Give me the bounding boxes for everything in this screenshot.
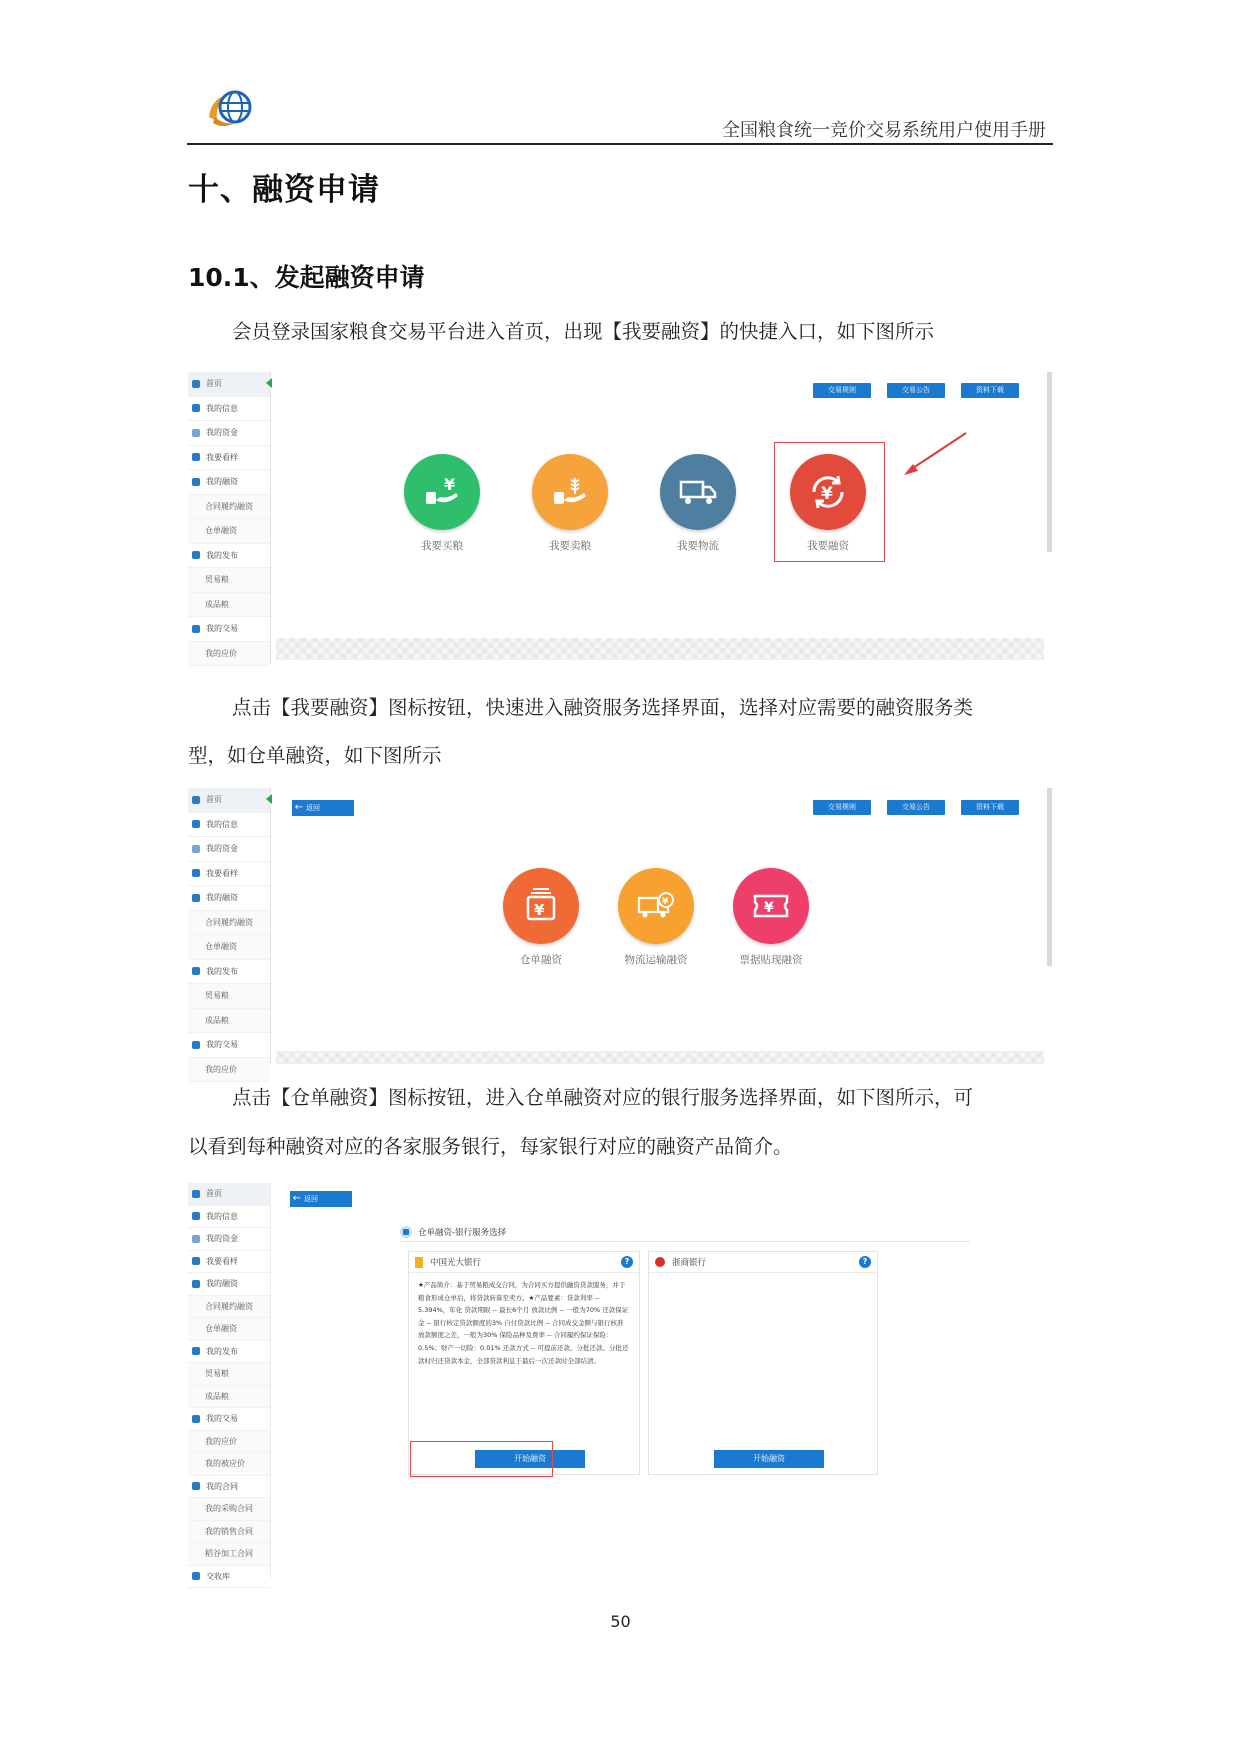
svg-text:¥: ¥ <box>662 897 669 907</box>
everbright-bank-logo-icon <box>415 1257 423 1268</box>
back-button[interactable]: ← 返回 <box>292 800 354 816</box>
highlight-finance-tile <box>774 442 885 562</box>
tile-bill-discount[interactable] <box>721 868 821 967</box>
download-button[interactable]: 资料下载 <box>961 383 1019 398</box>
sidebar-item-my-bid[interactable]: 我的应价 <box>188 1058 270 1083</box>
sidebar-menu <box>188 1183 271 1581</box>
sidebar-item-sales-contract[interactable]: 我的销售合同 <box>188 1521 270 1544</box>
bank-card-title <box>409 1252 639 1273</box>
sidebar-item-trade-grain[interactable]: 贸易粮 <box>188 984 270 1009</box>
svg-text:¥: ¥ <box>821 484 833 504</box>
sidebar-item-my-release[interactable]: 我的发布 <box>188 1341 270 1364</box>
sidebar-item-my-finance[interactable]: 我的融资 <box>188 1273 270 1296</box>
sidebar-item-finished-grain[interactable]: 成品粮 <box>188 593 270 618</box>
tile-label: 我要融资 <box>807 540 849 552</box>
sidebar-item-trade-grain[interactable]: 贸易粮 <box>188 568 270 593</box>
czbank-logo-icon <box>655 1257 665 1267</box>
sidebar-item-my-finance[interactable]: 我的融资 <box>188 886 270 911</box>
sidebar-item-watch[interactable]: 我要看样 <box>188 446 270 471</box>
sidebar-menu <box>188 372 271 664</box>
active-indicator <box>266 794 272 804</box>
paragraph-3-line-1: 点击【仓单融资】图标按钮，进入仓单融资对应的银行服务选择界面，如下图所示，可 <box>232 1086 974 1109</box>
buy-grain-icon <box>404 454 480 530</box>
warehouse-receipt-icon <box>503 868 579 944</box>
tile-transport-finance[interactable] <box>606 868 706 967</box>
sidebar-item-watch[interactable]: 我要看样 <box>188 862 270 887</box>
section-heading: 十、融资申请 <box>188 172 380 208</box>
sidebar-item-warehouse-finance[interactable]: 仓单融资 <box>188 935 270 960</box>
scrollbar[interactable] <box>1047 788 1052 966</box>
sidebar-item-trade-grain[interactable]: 贸易粮 <box>188 1363 270 1386</box>
download-button[interactable]: 资料下载 <box>961 800 1019 815</box>
active-indicator <box>266 378 272 388</box>
sidebar-item-delivery-warehouse[interactable]: 交收库 <box>188 1566 270 1589</box>
tile-label: 票据贴现融资 <box>739 954 803 966</box>
screenshot-finance-types <box>188 788 1052 1074</box>
arrow-left-icon: ← <box>292 1193 302 1204</box>
sidebar-item-my-release[interactable]: 我的发布 <box>188 544 270 569</box>
paragraph-3-line-2: 以看到每种融资对应的各家服务银行，每家银行对应的融资产品简介。 <box>188 1135 793 1158</box>
logistics-truck-icon <box>660 454 736 530</box>
screenshot-home-shortcuts <box>188 372 1052 664</box>
tile-label: 我要物流 <box>677 540 719 552</box>
sidebar-item-my-contract[interactable]: 我的合同 <box>188 1476 270 1499</box>
sidebar-item-my-info[interactable]: 我的信息 <box>188 813 270 838</box>
subsection-heading: 10.1、发起融资申请 <box>188 263 425 292</box>
paragraph-2-line-2: 型，如仓单融资，如下图所示 <box>188 744 442 767</box>
transport-finance-icon <box>618 868 694 944</box>
sidebar-item-purchase-contract[interactable]: 我的采购合同 <box>188 1498 270 1521</box>
sidebar-item-contract-finance[interactable]: 合同履约融资 <box>188 495 270 520</box>
decorative-pattern <box>276 1051 1044 1064</box>
sidebar-item-my-funds[interactable]: 我的资金 <box>188 421 270 446</box>
help-icon[interactable]: ? <box>621 1256 633 1268</box>
bank-card-title <box>649 1252 877 1273</box>
bank-name: 中国光大银行 <box>430 1258 482 1268</box>
start-finance-button[interactable]: 开始融资 <box>475 1450 585 1468</box>
tile-label: 物流运输融资 <box>624 954 688 966</box>
tile-label: 我要买粮 <box>421 540 463 552</box>
trade-rules-button[interactable]: 交易规则 <box>813 800 871 815</box>
sidebar-menu <box>188 788 271 1074</box>
sidebar-item-my-finance[interactable]: 我的融资 <box>188 470 270 495</box>
tile-buy-grain[interactable] <box>392 454 492 553</box>
svg-text:¥: ¥ <box>764 900 774 916</box>
sidebar-item-my-release[interactable]: 我的发布 <box>188 960 270 985</box>
sidebar-item-my-trade[interactable]: 我的交易 <box>188 617 270 642</box>
red-arrow-icon <box>900 430 970 480</box>
document-title: 全国粮食统一竞价交易系统用户使用手册 <box>722 120 1046 141</box>
decorative-pattern <box>276 638 1044 660</box>
trade-rules-button[interactable]: 交易规则 <box>813 383 871 398</box>
bank-product-description: ★产品简介：基于贸易粮成交合同，为合同买方提供融资贷款服务，并于粮食形成仓单后，将贷款转算至卖方。★产品要素：贷款利率 -- 5.394%，年化 贷款期限 -- 最长6个月 放款比例 -- 一般为70% 还款保证金 -- 银行核定贷款额度的3% 自付贷款比例 -- 合同成交金额与银行核准放款额度之差，一般为30% 保险品种及费率 -- 合同履约保证保险：0.5%；财产一切险：0.01% 还款方式 -- 可提前还款、分批还款。分批还款时归还贷款本金，全部贷款利息于最后一次还款时全部结清。 <box>418 1281 629 1365</box>
sidebar-item-home[interactable]: 首页 <box>188 1183 270 1206</box>
paragraph-2-line-1: 点击【我要融资】图标按钮，快速进入融资服务选择界面，选择对应需要的融资服务类 <box>232 696 974 719</box>
bank-panel-header <box>400 1223 970 1242</box>
sidebar-item-my-info[interactable]: 我的信息 <box>188 1206 270 1229</box>
svg-text:¥: ¥ <box>444 475 456 494</box>
bank-product-description <box>649 1273 877 1279</box>
tile-warehouse-finance[interactable] <box>491 868 591 967</box>
sidebar-item-my-trade[interactable]: 我的交易 <box>188 1408 270 1431</box>
back-button[interactable]: ← 返回 <box>290 1191 352 1207</box>
sell-grain-icon <box>532 454 608 530</box>
sidebar-item-my-bid[interactable]: 我的应价 <box>188 642 270 667</box>
sidebar-item-contract-finance[interactable]: 合同履约融资 <box>188 911 270 936</box>
sidebar-item-warehouse-finance[interactable]: 仓单融资 <box>188 519 270 544</box>
scrollbar[interactable] <box>1047 372 1052 552</box>
highlight-start-button <box>410 1441 553 1477</box>
bill-discount-icon <box>733 868 809 944</box>
bank-card-czbank <box>648 1251 878 1475</box>
trade-notice-button[interactable]: 交易公告 <box>887 800 945 815</box>
sidebar-item-home[interactable]: 首页 <box>188 372 270 397</box>
header-rule <box>187 143 1053 145</box>
arrow-left-icon: ← <box>294 802 304 813</box>
tile-logistics[interactable] <box>648 454 748 553</box>
bank-panel-title: 仓单融资-银行服务选择 <box>418 1228 507 1238</box>
sidebar-item-my-info[interactable]: 我的信息 <box>188 397 270 422</box>
sidebar-item-my-funds[interactable]: 我的资金 <box>188 837 270 862</box>
sidebar-item-my-funds[interactable]: 我的资金 <box>188 1228 270 1251</box>
sidebar-item-my-bid[interactable]: 我的应价 <box>188 1431 270 1454</box>
warehouse-receipt-icon <box>400 1226 412 1238</box>
sidebar-item-finished-grain[interactable]: 成品粮 <box>188 1009 270 1034</box>
paragraph-1: 会员登录国家粮食交易平台进入首页，出现【我要融资】的快捷入口，如下图所示 <box>232 320 935 343</box>
tile-label: 我要卖粮 <box>549 540 591 552</box>
tile-label: 仓单融资 <box>520 954 562 966</box>
sidebar-item-finished-grain[interactable]: 成品粮 <box>188 1386 270 1409</box>
page-number: 50 <box>610 1612 631 1631</box>
sidebar-item-contract-finance[interactable]: 合同履约融资 <box>188 1296 270 1319</box>
svg-text:¥: ¥ <box>534 901 545 919</box>
sidebar-item-warehouse-finance[interactable]: 仓单融资 <box>188 1318 270 1341</box>
trade-notice-button[interactable]: 交易公告 <box>887 383 945 398</box>
sidebar-item-processing-contract[interactable]: 稻谷加工合同 <box>188 1543 270 1566</box>
help-icon[interactable]: ? <box>859 1256 871 1268</box>
start-finance-button[interactable]: 开始融资 <box>714 1450 824 1468</box>
sidebar-item-watch[interactable]: 我要看样 <box>188 1251 270 1274</box>
sidebar-item-my-trade[interactable]: 我的交易 <box>188 1033 270 1058</box>
tile-sell-grain[interactable] <box>520 454 620 553</box>
sidebar-item-my-bid-cut[interactable]: 我的被应价 <box>188 1453 270 1476</box>
bank-name: 浙商银行 <box>672 1258 707 1268</box>
sidebar-item-home[interactable]: 首页 <box>188 788 270 813</box>
screenshot-bank-selection <box>188 1183 988 1581</box>
